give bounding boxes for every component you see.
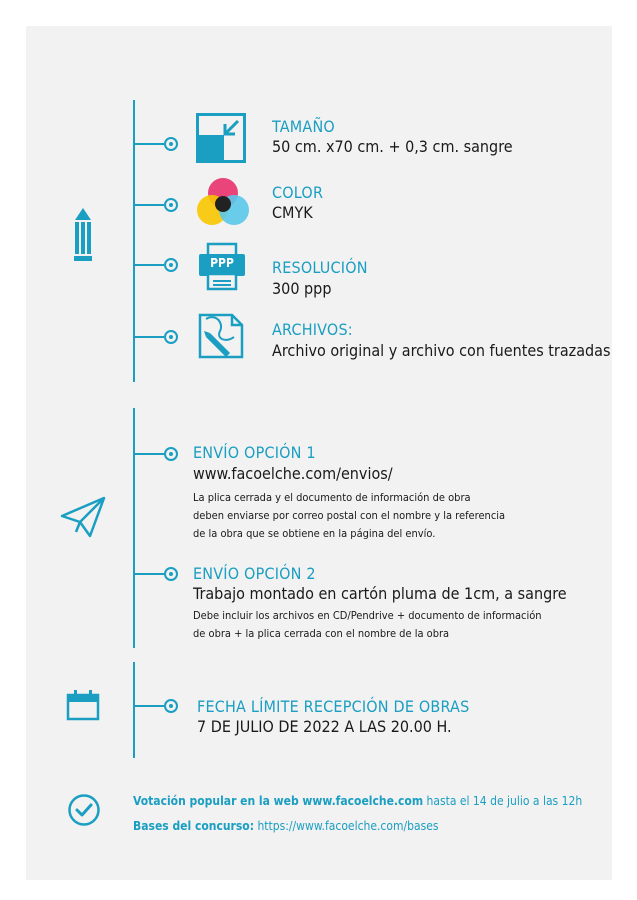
value-fecha: 7 DE JULIO DE 2022 A LAS 20.00 H. [197, 717, 452, 736]
envio1-line: La plica cerrada y el documento de información de obra [193, 491, 471, 504]
value-tamano: 50 cm. x70 cm. + 0,3 cm. sangre [272, 137, 513, 156]
envio2-line: Debe incluir los archivos en CD/Pendrive + documento de información [193, 609, 542, 622]
value-envio1: www.facoelche.com/envios/ [193, 464, 393, 483]
connector-tamano [134, 143, 164, 145]
timeline-line-envio [133, 408, 135, 648]
calendar-icon [66, 689, 100, 721]
pencil-icon [70, 208, 96, 264]
label-resolucion: RESOLUCIÓN [272, 258, 368, 277]
footer-bases-bold: Bases del concurso: [133, 819, 255, 833]
timeline-node-fecha [164, 699, 178, 713]
label-tamano: TAMAÑO [272, 117, 335, 136]
value-archivos: Archivo original y archivo con fuentes trazadas [272, 341, 611, 360]
envio2-line: de obra + la plica cerrada con el nombre de la obra [193, 627, 450, 640]
label-envio2: ENVÍO OPCIÓN 2 [193, 564, 316, 583]
check-circle-icon [67, 793, 101, 827]
connector-archivos [134, 336, 164, 338]
connector-resolucion [134, 264, 164, 266]
timeline-node-envio2 [164, 567, 178, 581]
timeline-node-resolucion [164, 258, 178, 272]
value-resolucion: 300 ppp [272, 279, 332, 298]
text-envio2 [193, 607, 542, 643]
cmyk-icon [195, 177, 251, 229]
connector-envio2 [134, 573, 164, 575]
envio1-line: deben enviarse por correo postal con el nombre y la referencia [193, 509, 506, 522]
footer-votacion-rest: hasta el 14 de julio a las 12h [423, 794, 583, 808]
connector-envio1 [134, 453, 164, 455]
paper-plane-icon [60, 496, 106, 538]
label-archivos: ARCHIVOS: [272, 320, 353, 339]
timeline-node-archivos [164, 330, 178, 344]
footer-bases-link[interactable]: https://www.facoelche.com/bases [254, 819, 439, 833]
footer-votacion-bold: Votación popular en la web www.facoelche.com [133, 794, 424, 808]
printer-icon-text: PPP [210, 256, 234, 270]
envio1-line: de la obra que se obtiene en la página del envío. [193, 527, 436, 540]
value-envio2: Trabajo montado en cartón pluma de 1cm, a sangre [193, 584, 567, 603]
footer-votacion [133, 794, 582, 808]
text-envio1 [193, 489, 505, 543]
timeline-node-envio1 [164, 447, 178, 461]
resize-icon [196, 113, 246, 163]
connector-color [134, 204, 164, 206]
label-envio1: ENVÍO OPCIÓN 1 [193, 443, 316, 462]
footer-bases [133, 819, 438, 833]
connector-fecha [134, 705, 164, 707]
label-fecha: FECHA LÍMITE RECEPCIÓN DE OBRAS [197, 697, 470, 716]
value-color: CMYK [272, 203, 313, 222]
timeline-node-tamano [164, 137, 178, 151]
timeline-node-color [164, 198, 178, 212]
file-edit-icon [196, 309, 250, 363]
label-color: COLOR [272, 183, 324, 202]
timeline-line-fecha [133, 662, 135, 758]
